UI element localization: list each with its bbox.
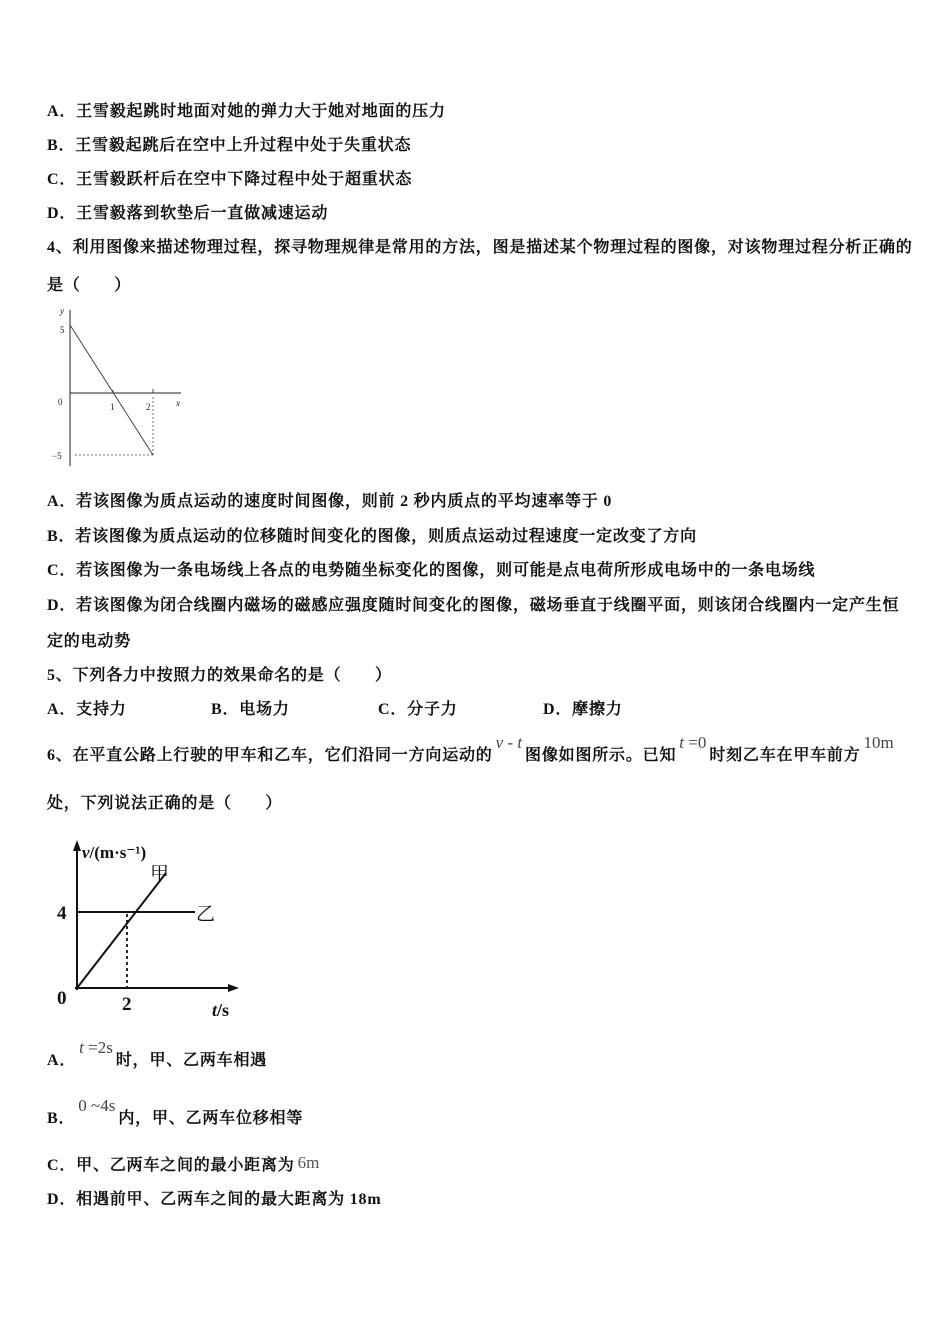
q4-graph-x-label: x [176,398,180,408]
q5-option-b: B．电场力 [211,701,290,718]
q4-graph-x-tick-2: 2 [146,402,151,412]
q4-option-a: A．若该图像为质点运动的速度时间图像，则前 2 秒内质点的平均速率等于 0 [47,493,613,510]
q3-option-b: B．王雪毅起跳后在空中上升过程中处于失重状态 [47,137,412,154]
q6-option-c-text: C．甲、乙两车之间的最小距离为 [47,1157,295,1174]
q4-stem-line2: 是（ ） [47,277,132,294]
q6-graph-x-label-unit: /s [217,1000,230,1020]
q3-option-d: D．王雪毅落到软垫后一直做减速运动 [47,205,329,222]
q6-option-b [47,1096,304,1129]
q6-option-a-label: A． [47,1052,77,1069]
q6-stem-part2: 图像如图所示。已知 [525,747,677,764]
q6-option-b-formula: 0 ~4s [78,1096,116,1115]
q3-option-a: A．王雪毅起跳时地面对她的弹力大于她对地面的压力 [47,103,446,120]
q6-graph-y-label-var: v [82,843,90,862]
q6-stem-line1 [47,733,897,766]
q6-graph-x-label [212,1000,229,1020]
q6-graph-line-a-label: 甲 [150,863,170,885]
q5-stem: 5、下列各力中按照力的效果命名的是（ ） [47,667,392,684]
q6-stem-part3: 时刻乙车在甲车前方 [709,747,861,764]
q4-stem-line1: 4、利用图像来描述物理过程，探寻物理规律是常用的方法，图是描述某个物理过程的图像，对该物理过程分析正确的 [47,239,913,256]
q4-graph-y-label: y [60,306,64,316]
q6-option-b-label: B． [47,1110,76,1127]
q6-stem-formula-distance: 10m [863,733,894,752]
q4-graph-data-line [70,325,153,455]
q6-option-a [47,1038,268,1071]
q4-graph-y-tick-bottom: −5 [52,451,62,461]
q6-option-b-text: 内，甲、乙两车位移相等 [118,1110,304,1127]
q4-option-b: B．若该图像为质点运动的位移随时间变化的图像，则质点运动过程速度一定改变了方向 [47,528,697,545]
q6-graph-y-arrow [73,840,81,851]
q6-stem-formula-vt: v - t [495,733,523,752]
q6-stem-formula-t0-var: t [679,733,684,752]
q5-option-a: A．支持力 [47,701,127,718]
q6-option-a-text: 时，甲、乙两车相遇 [115,1052,268,1069]
q3-option-c: C．王雪毅跃杆后在空中下降过程中处于超重状态 [47,171,413,188]
q6-option-c-formula: 6m [297,1153,320,1172]
q6-graph-y-tick: 4 [57,903,67,924]
q6-stem-formula-t0-rest: =0 [683,733,707,752]
q6-option-d: D．相遇前甲、乙两车之间的最大距离为 18m [47,1191,382,1208]
q6-option-a-formula-var: t [79,1038,84,1057]
q4-option-c: C．若该图像为一条电场线上各点的电势随坐标变化的图像，则可能是点电荷所形成电场中的一条电场线 [47,562,816,579]
q6-graph-x-label-var: t [212,1000,218,1020]
q6-graph-x-tick: 2 [122,994,132,1015]
q6-option-a-formula [79,1038,113,1057]
q6-graph-y-label [82,843,146,862]
q4-graph-y-tick-top: 5 [60,325,65,335]
q5-option-c: C．分子力 [378,701,458,718]
q6-stem-line2: 处，下列说法正确的是（ ） [47,795,283,812]
q6-vt-graph [50,830,250,1025]
q6-graph-line-b-label: 乙 [196,903,216,925]
q4-option-d-continued: 定的电动势 [47,633,132,650]
q4-option-d: D．若该图像为闭合线圈内磁场的磁感应强度随时间变化的图像，磁场垂直于线圈平面，则该闭合线圈内一定产生恒 [47,597,900,614]
q4-graph-origin-label: 0 [58,397,63,407]
q4-graph [45,300,190,470]
q6-option-c [47,1155,319,1176]
q6-graph-line-a [77,873,166,988]
q5-option-d: D．摩擦力 [543,701,623,718]
q6-graph-origin-label: 0 [57,988,67,1009]
q6-graph-y-label-unit: /(m·s⁻¹) [89,843,147,862]
q6-stem-formula-t0 [679,733,706,752]
q4-graph-x-tick-1: 1 [110,402,115,412]
q6-option-a-formula-rest: =2s [83,1038,113,1057]
q6-graph-x-arrow [228,984,239,992]
q6-stem-part1: 6、在平直公路上行驶的甲车和乙车，它们沿同一方向运动的 [47,747,493,764]
